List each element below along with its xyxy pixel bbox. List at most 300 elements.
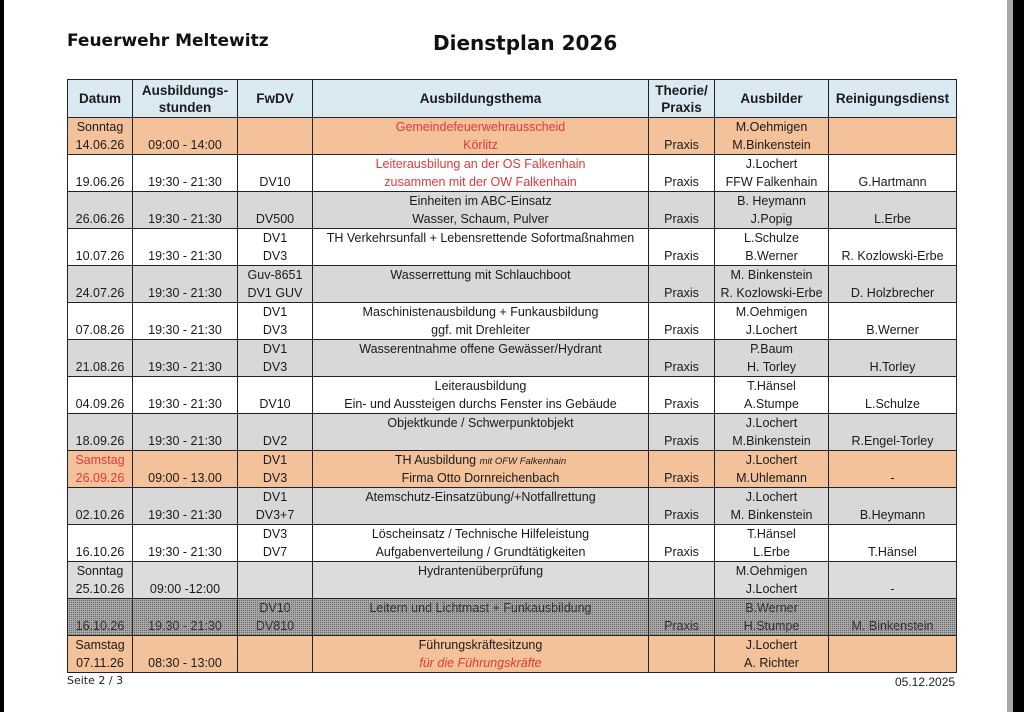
table-row bbox=[68, 636, 957, 673]
cell-cleaning-line-1 bbox=[829, 488, 956, 506]
cell-topic bbox=[313, 155, 649, 192]
cell-fwdv bbox=[238, 229, 313, 266]
cell-hours bbox=[133, 303, 238, 340]
cell-date-line-1: Sonntag bbox=[76, 564, 124, 578]
cell-mode-line-2: Praxis bbox=[664, 545, 699, 559]
cell-trainer-line-2: B.Werner bbox=[745, 249, 798, 263]
cell-topic-line-2 bbox=[313, 580, 648, 598]
cell-date-line-1 bbox=[68, 266, 132, 284]
cell-fwdv-line-2: DV7 bbox=[262, 545, 288, 559]
cell-hours-line-1 bbox=[133, 525, 237, 543]
cell-mode-line-1 bbox=[649, 303, 714, 321]
cell-mode-line-1 bbox=[649, 599, 714, 617]
cell-date-line-2: 07.11.26 bbox=[76, 656, 124, 670]
cell-mode-line-2: Praxis bbox=[664, 286, 699, 300]
cell-fwdv-line-2: DV10 bbox=[259, 175, 291, 189]
cell-mode-line-1 bbox=[649, 636, 714, 654]
cell-fwdv bbox=[238, 118, 313, 155]
cell-mode-line-2: Praxis bbox=[664, 323, 699, 337]
cell-mode-line-2: Praxis bbox=[664, 360, 699, 374]
cell-trainer bbox=[715, 192, 829, 229]
cell-hours-line-1 bbox=[133, 451, 237, 469]
cell-mode-line-1 bbox=[649, 488, 714, 506]
cell-cleaning-line-1 bbox=[829, 525, 956, 543]
cell-cleaning bbox=[829, 303, 957, 340]
cell-date bbox=[68, 636, 133, 673]
cell-cleaning-line-1 bbox=[829, 266, 956, 284]
cell-topic bbox=[313, 525, 649, 562]
cell-cleaning-line-1 bbox=[829, 377, 956, 395]
document-date: 05.12.2025 bbox=[895, 675, 956, 689]
cell-date-line-2: 14.06.26 bbox=[75, 138, 125, 152]
cell-cleaning-line-2: L.Erbe bbox=[874, 212, 911, 226]
cell-topic-line-1: Leiterausbildung bbox=[434, 379, 527, 393]
cell-mode-line-1 bbox=[649, 229, 714, 247]
cell-mode bbox=[649, 155, 715, 192]
cell-cleaning-line-2: B.Heymann bbox=[859, 508, 926, 522]
cell-mode-line-1 bbox=[649, 562, 714, 580]
cell-topic bbox=[313, 599, 649, 636]
cell-mode bbox=[649, 303, 715, 340]
cell-trainer-line-2: H.Stumpe bbox=[743, 619, 800, 633]
cell-mode-line-1 bbox=[649, 192, 714, 210]
cell-fwdv bbox=[238, 377, 313, 414]
table-row bbox=[68, 488, 957, 525]
cell-date-line-1 bbox=[68, 192, 132, 210]
cell-date-line-1 bbox=[68, 303, 132, 321]
cell-trainer bbox=[715, 266, 829, 303]
cell-fwdv bbox=[238, 266, 313, 303]
cell-cleaning-line-1 bbox=[829, 118, 956, 136]
cell-mode-line-1 bbox=[649, 266, 714, 284]
cell-cleaning bbox=[829, 525, 957, 562]
cell-trainer bbox=[715, 118, 829, 155]
cell-hours-line-1 bbox=[133, 155, 237, 173]
cell-topic-line-1: Leitern und Lichtmast + Funkausbildung bbox=[369, 601, 592, 615]
cell-topic bbox=[313, 414, 649, 451]
cell-hours bbox=[133, 488, 238, 525]
cell-topic-line-1: Wasserentnahme offene Gewässer/Hydrant bbox=[359, 342, 602, 356]
cell-topic bbox=[313, 266, 649, 303]
cell-mode-line-2: Praxis bbox=[664, 212, 699, 226]
cell-date-line-1 bbox=[68, 414, 132, 432]
cell-hours-line-1 bbox=[133, 599, 237, 617]
table-row bbox=[68, 229, 957, 266]
cell-date-line-1 bbox=[68, 229, 132, 247]
cell-trainer-line-1: M.Oehmigen bbox=[735, 120, 808, 134]
cell-trainer-line-2: J.Lochert bbox=[745, 323, 798, 337]
cell-topic-line-2 bbox=[313, 432, 648, 450]
cell-hours-line-2: 19:30 - 21:30 bbox=[148, 175, 222, 189]
cell-date bbox=[68, 303, 133, 340]
cell-hours bbox=[133, 377, 238, 414]
topic-note: mit OFW Falkenhain bbox=[479, 456, 567, 467]
cell-topic-line-1: TH Verkehrsunfall + Lebensrettende Sofortmaßnahmen bbox=[326, 231, 635, 245]
cell-fwdv-line-2: DV1 GUV bbox=[247, 286, 303, 300]
cell-fwdv-line-1 bbox=[238, 192, 312, 210]
cell-topic-line-2 bbox=[313, 358, 648, 376]
cell-topic-line-2 bbox=[313, 506, 648, 524]
cell-cleaning-line-2: T.Hänsel bbox=[868, 545, 917, 559]
cell-cleaning-line-2 bbox=[829, 654, 956, 672]
cell-date bbox=[68, 340, 133, 377]
cell-mode-line-2 bbox=[649, 654, 714, 672]
cell-date bbox=[68, 229, 133, 266]
cell-trainer-line-2: M.Uhlemann bbox=[736, 471, 807, 485]
cell-date bbox=[68, 562, 133, 599]
cell-topic-line-2 bbox=[313, 617, 648, 635]
cell-fwdv-line-1 bbox=[238, 562, 312, 580]
cell-hours-line-1 bbox=[133, 414, 237, 432]
cell-trainer-line-2: M. Binkenstein bbox=[730, 508, 813, 522]
cell-hours-line-2: 19:30 - 21:30 bbox=[148, 212, 222, 226]
scan-edge-left bbox=[0, 0, 4, 712]
cell-topic bbox=[313, 340, 649, 377]
cell-topic-line-2: für die Führungskräfte bbox=[419, 656, 542, 670]
cell-topic-line-2: Ein- und Aussteigen durchs Fenster ins Gebäude bbox=[344, 397, 617, 411]
cell-trainer-line-2: L.Erbe bbox=[753, 545, 790, 559]
column-header-cleaning: Reinigungsdienst bbox=[829, 80, 957, 118]
cell-date-line-1 bbox=[68, 525, 132, 543]
cell-date-line-2: 16.10.26 bbox=[75, 545, 125, 559]
cell-trainer bbox=[715, 340, 829, 377]
cell-fwdv-line-1: DV1 bbox=[262, 231, 288, 245]
cell-mode-line-2: Praxis bbox=[664, 397, 699, 411]
cell-date-line-1 bbox=[68, 155, 132, 173]
cell-hours-line-2: 19:30 - 21:30 bbox=[148, 508, 222, 522]
cell-fwdv bbox=[238, 192, 313, 229]
table-row bbox=[68, 525, 957, 562]
cell-topic bbox=[313, 229, 649, 266]
cell-date-line-2: 26.09.26 bbox=[75, 471, 125, 485]
cell-date bbox=[68, 377, 133, 414]
cell-mode-line-2: Praxis bbox=[664, 471, 699, 485]
cell-topic bbox=[313, 562, 649, 599]
cell-mode-line-2: Praxis bbox=[664, 138, 699, 152]
table-row bbox=[68, 266, 957, 303]
table-row bbox=[68, 599, 957, 636]
cell-fwdv bbox=[238, 303, 313, 340]
cell-trainer-line-2: R. Kozlowski-Erbe bbox=[720, 286, 823, 300]
cell-mode-line-1 bbox=[649, 118, 714, 136]
cell-trainer-line-2: A. Richter bbox=[744, 656, 799, 670]
cell-topic-line-2: Aufgabenverteilung / Grundtätigkeiten bbox=[375, 545, 586, 559]
cell-hours-line-2: 19:30 - 21:30 bbox=[148, 397, 222, 411]
cell-topic bbox=[313, 488, 649, 525]
column-header-mode: Theorie/ Praxis bbox=[649, 80, 715, 118]
cell-mode bbox=[649, 562, 715, 599]
table-row bbox=[68, 155, 957, 192]
cell-date-line-2: 18.09.26 bbox=[75, 434, 125, 448]
cell-date-line-2: 21.08.26 bbox=[75, 360, 125, 374]
cell-trainer bbox=[715, 414, 829, 451]
table-header-row bbox=[68, 80, 957, 118]
cell-trainer bbox=[715, 488, 829, 525]
cell-hours bbox=[133, 636, 238, 673]
cell-topic bbox=[313, 377, 649, 414]
cell-hours-line-2: 19.30 - 21:30 bbox=[148, 619, 222, 633]
cell-mode-line-1 bbox=[649, 414, 714, 432]
cell-fwdv-line-1: DV3 bbox=[262, 527, 288, 541]
cell-trainer bbox=[715, 636, 829, 673]
cell-topic-line-2: ggf. mit Drehleiter bbox=[431, 323, 530, 337]
cell-topic-line-2: Körlitz bbox=[463, 138, 498, 152]
cell-fwdv bbox=[238, 562, 313, 599]
cell-hours-line-1 bbox=[133, 266, 237, 284]
cell-date bbox=[68, 525, 133, 562]
cell-fwdv bbox=[238, 340, 313, 377]
cell-trainer-line-2: H. Torley bbox=[746, 360, 797, 374]
cell-cleaning-line-2: D. Holzbrecher bbox=[850, 286, 935, 300]
cell-date-line-2: 19.06.26 bbox=[75, 175, 125, 189]
document-title: Dienstplan 2026 bbox=[433, 31, 618, 55]
cell-fwdv-line-1: DV10 bbox=[259, 601, 291, 615]
cell-trainer-line-2: J.Popig bbox=[750, 212, 793, 226]
cell-cleaning bbox=[829, 562, 957, 599]
cell-topic-line-1: Atemschutz-Einsatzübung/+Notfallrettung bbox=[365, 490, 596, 504]
cell-hours bbox=[133, 266, 238, 303]
cell-mode bbox=[649, 525, 715, 562]
cell-hours-line-2: 09:00 - 14:00 bbox=[148, 138, 222, 152]
cell-fwdv-line-2: DV3 bbox=[262, 323, 288, 337]
cell-cleaning-line-1 bbox=[829, 414, 956, 432]
cell-hours bbox=[133, 525, 238, 562]
cell-hours-line-2: 19:30 - 21:30 bbox=[148, 545, 222, 559]
cell-hours-line-1 bbox=[133, 377, 237, 395]
cell-date-line-2: 16.10.26 bbox=[75, 619, 125, 633]
cell-mode bbox=[649, 266, 715, 303]
cell-hours-line-1 bbox=[133, 340, 237, 358]
cell-date bbox=[68, 414, 133, 451]
cell-mode bbox=[649, 118, 715, 155]
cell-fwdv-line-1 bbox=[238, 377, 312, 395]
cell-topic-line-1: Führungskräftesitzung bbox=[418, 638, 543, 652]
cell-fwdv-line-2 bbox=[238, 136, 312, 154]
cell-topic bbox=[313, 451, 649, 488]
cell-mode-line-1 bbox=[649, 377, 714, 395]
cell-topic-line-2 bbox=[313, 247, 648, 265]
cell-topic-line-2: zusammen mit der OW Falkenhain bbox=[384, 175, 577, 189]
cell-cleaning-line-1 bbox=[829, 562, 956, 580]
cell-hours-line-2: 19:30 - 21:30 bbox=[148, 286, 222, 300]
cell-mode bbox=[649, 488, 715, 525]
cell-hours bbox=[133, 155, 238, 192]
table-row bbox=[68, 118, 957, 155]
cell-mode-line-2: Praxis bbox=[664, 434, 699, 448]
cell-date-line-2: 26.06.26 bbox=[75, 212, 125, 226]
cell-hours bbox=[133, 340, 238, 377]
cell-date bbox=[68, 118, 133, 155]
cell-hours bbox=[133, 599, 238, 636]
cell-date-line-2: 10.07.26 bbox=[75, 249, 125, 263]
cell-hours-line-1 bbox=[133, 192, 237, 210]
cell-trainer-line-2: A.Stumpe bbox=[744, 397, 799, 411]
cell-cleaning-line-1 bbox=[829, 192, 956, 210]
cell-cleaning-line-2: R.Engel-Torley bbox=[851, 434, 934, 448]
cell-trainer bbox=[715, 377, 829, 414]
cell-trainer bbox=[715, 525, 829, 562]
cell-date-line-2: 25.10.26 bbox=[75, 582, 125, 596]
column-header-hours: Ausbildungs- stunden bbox=[133, 80, 238, 118]
cell-topic-line-1: Leiterausbilung an der OS Falkenhain bbox=[375, 157, 586, 171]
cell-cleaning bbox=[829, 599, 957, 636]
cell-trainer-line-2: M.Binkenstein bbox=[732, 138, 811, 152]
cell-mode bbox=[649, 599, 715, 636]
cell-cleaning bbox=[829, 414, 957, 451]
cell-hours-line-1 bbox=[133, 229, 237, 247]
cell-topic-line-1: Wasserrettung mit Schlauchboot bbox=[390, 268, 571, 282]
cell-trainer-line-1: J.Lochert bbox=[745, 638, 798, 652]
cell-trainer-line-1: L.Schulze bbox=[744, 231, 799, 245]
cell-date-line-2: 07.08.26 bbox=[75, 323, 125, 337]
cell-date-line-2: 04.09.26 bbox=[75, 397, 125, 411]
cell-hours bbox=[133, 118, 238, 155]
cell-date-line-1: Sonntag bbox=[76, 120, 124, 134]
cell-trainer-line-1: J.Lochert bbox=[745, 157, 798, 171]
cell-mode bbox=[649, 377, 715, 414]
cell-cleaning-line-2: G.Hartmann bbox=[858, 175, 927, 189]
cell-trainer-line-1: J.Lochert bbox=[745, 490, 798, 504]
cell-topic-line-1: Einheiten im ABC-Einsatz bbox=[409, 194, 552, 208]
cell-fwdv bbox=[238, 488, 313, 525]
cell-cleaning bbox=[829, 192, 957, 229]
cell-fwdv-line-2: DV810 bbox=[255, 619, 295, 633]
cell-cleaning bbox=[829, 636, 957, 673]
cell-hours bbox=[133, 562, 238, 599]
cell-trainer-line-1: B. Heymann bbox=[737, 194, 806, 208]
cell-cleaning bbox=[829, 155, 957, 192]
cell-fwdv-line-2 bbox=[238, 580, 312, 598]
cell-cleaning bbox=[829, 488, 957, 525]
cell-fwdv-line-2: DV3 bbox=[262, 471, 288, 485]
cell-trainer-line-1: J.Lochert bbox=[745, 453, 798, 467]
cell-mode-line-1 bbox=[649, 340, 714, 358]
cell-fwdv bbox=[238, 636, 313, 673]
cell-trainer-line-1: T.Hänsel bbox=[747, 527, 796, 541]
cell-mode bbox=[649, 636, 715, 673]
cell-fwdv-line-2: DV500 bbox=[255, 212, 295, 226]
column-header-fwdv: FwDV bbox=[238, 80, 313, 118]
cell-date bbox=[68, 192, 133, 229]
cell-cleaning-line-1 bbox=[829, 155, 956, 173]
cell-fwdv-line-1 bbox=[238, 155, 312, 173]
page-number: Seite 2 / 3 bbox=[67, 674, 124, 687]
table-row bbox=[68, 192, 957, 229]
cell-topic-line-2: Firma Otto Dornreichenbach bbox=[401, 471, 560, 485]
cell-hours-line-2: 19:30 - 21:30 bbox=[148, 360, 222, 374]
cell-topic bbox=[313, 192, 649, 229]
cell-date-line-1 bbox=[68, 340, 132, 358]
cell-hours-line-1 bbox=[133, 303, 237, 321]
cell-fwdv-line-1 bbox=[238, 414, 312, 432]
schedule-table bbox=[67, 79, 957, 673]
cell-date-line-1: Samstag bbox=[75, 453, 125, 467]
cell-trainer-line-1: M.Oehmigen bbox=[735, 305, 808, 319]
cell-mode-line-1 bbox=[649, 525, 714, 543]
cell-date bbox=[68, 599, 133, 636]
cell-mode-line-2: Praxis bbox=[664, 249, 699, 263]
cell-date bbox=[68, 451, 133, 488]
cell-topic-line-1: Löscheinsatz / Technische Hilfeleistung bbox=[371, 527, 590, 541]
cell-topic-line-1: Hydrantenüberprüfung bbox=[417, 564, 544, 578]
cell-trainer bbox=[715, 229, 829, 266]
cell-fwdv-line-2 bbox=[238, 654, 312, 672]
cell-mode-line-2: Praxis bbox=[664, 508, 699, 522]
cell-date-line-1 bbox=[68, 488, 132, 506]
cell-topic-line-1: Maschinistenausbildung + Funkausbildung bbox=[362, 305, 599, 319]
cell-topic-line-1: Objektkunde / Schwerpunktobjekt bbox=[387, 416, 574, 430]
cell-date bbox=[68, 266, 133, 303]
cell-cleaning-line-2 bbox=[829, 136, 956, 154]
cell-cleaning-line-1 bbox=[829, 599, 956, 617]
cell-trainer-line-1: J.Lochert bbox=[745, 416, 798, 430]
cell-hours bbox=[133, 451, 238, 488]
cell-cleaning-line-2: R. Kozlowski-Erbe bbox=[841, 249, 944, 263]
cell-hours-line-1 bbox=[133, 636, 237, 654]
cell-mode bbox=[649, 192, 715, 229]
cell-topic bbox=[313, 636, 649, 673]
cell-cleaning-line-2: L.Schulze bbox=[865, 397, 920, 411]
table-row bbox=[68, 414, 957, 451]
column-header-topic: Ausbildungsthema bbox=[313, 80, 649, 118]
cell-topic-line-1: Gemeindefeuerwehrausscheid bbox=[395, 120, 566, 134]
cell-trainer-line-1: B.Werner bbox=[745, 601, 798, 615]
cell-mode-line-2 bbox=[649, 580, 714, 598]
table-row bbox=[68, 303, 957, 340]
cell-date-line-2: 02.10.26 bbox=[75, 508, 125, 522]
cell-mode-line-2: Praxis bbox=[664, 175, 699, 189]
cell-cleaning bbox=[829, 377, 957, 414]
table-row bbox=[68, 562, 957, 599]
scan-edge-right-dark bbox=[1013, 0, 1024, 712]
column-header-date: Datum bbox=[68, 80, 133, 118]
cell-topic bbox=[313, 118, 649, 155]
cell-date-line-1 bbox=[68, 599, 132, 617]
cell-trainer-line-1: T.Hänsel bbox=[747, 379, 796, 393]
cell-hours bbox=[133, 192, 238, 229]
cell-hours-line-2: 09:00 - 13.00 bbox=[148, 471, 222, 485]
cell-mode-line-1 bbox=[649, 451, 714, 469]
cell-fwdv-line-2: DV10 bbox=[259, 397, 291, 411]
cell-hours-line-2: 19:30 - 21:30 bbox=[148, 434, 222, 448]
cell-hours-line-1 bbox=[133, 488, 237, 506]
cell-trainer-line-2: FFW Falkenhain bbox=[725, 175, 818, 189]
cell-trainer-line-1: M. Binkenstein bbox=[730, 268, 813, 282]
cell-cleaning-line-2: - bbox=[890, 471, 895, 485]
cell-hours-line-2: 08:30 - 13:00 bbox=[148, 656, 222, 670]
cell-trainer-line-1: M.Oehmigen bbox=[735, 564, 808, 578]
table-row bbox=[68, 340, 957, 377]
cell-cleaning-line-1 bbox=[829, 451, 956, 469]
cell-fwdv-line-2: DV3+7 bbox=[255, 508, 295, 522]
cell-cleaning-line-2: B.Werner bbox=[866, 323, 919, 337]
cell-fwdv-line-2: DV3 bbox=[262, 360, 288, 374]
cell-cleaning-line-2: - bbox=[890, 582, 895, 596]
cell-cleaning-line-1 bbox=[829, 229, 956, 247]
cell-topic-line-1 bbox=[313, 451, 648, 469]
cell-mode bbox=[649, 229, 715, 266]
cell-fwdv-line-1 bbox=[238, 118, 312, 136]
cell-fwdv bbox=[238, 155, 313, 192]
cell-trainer-line-1: P.Baum bbox=[750, 342, 793, 356]
cell-trainer-line-2: J.Lochert bbox=[745, 582, 798, 596]
cell-fwdv-line-1: DV1 bbox=[262, 305, 288, 319]
cell-fwdv-line-2: DV2 bbox=[262, 434, 288, 448]
table-row bbox=[68, 377, 957, 414]
cell-fwdv-line-1: DV1 bbox=[262, 453, 288, 467]
cell-mode bbox=[649, 414, 715, 451]
cell-trainer bbox=[715, 451, 829, 488]
